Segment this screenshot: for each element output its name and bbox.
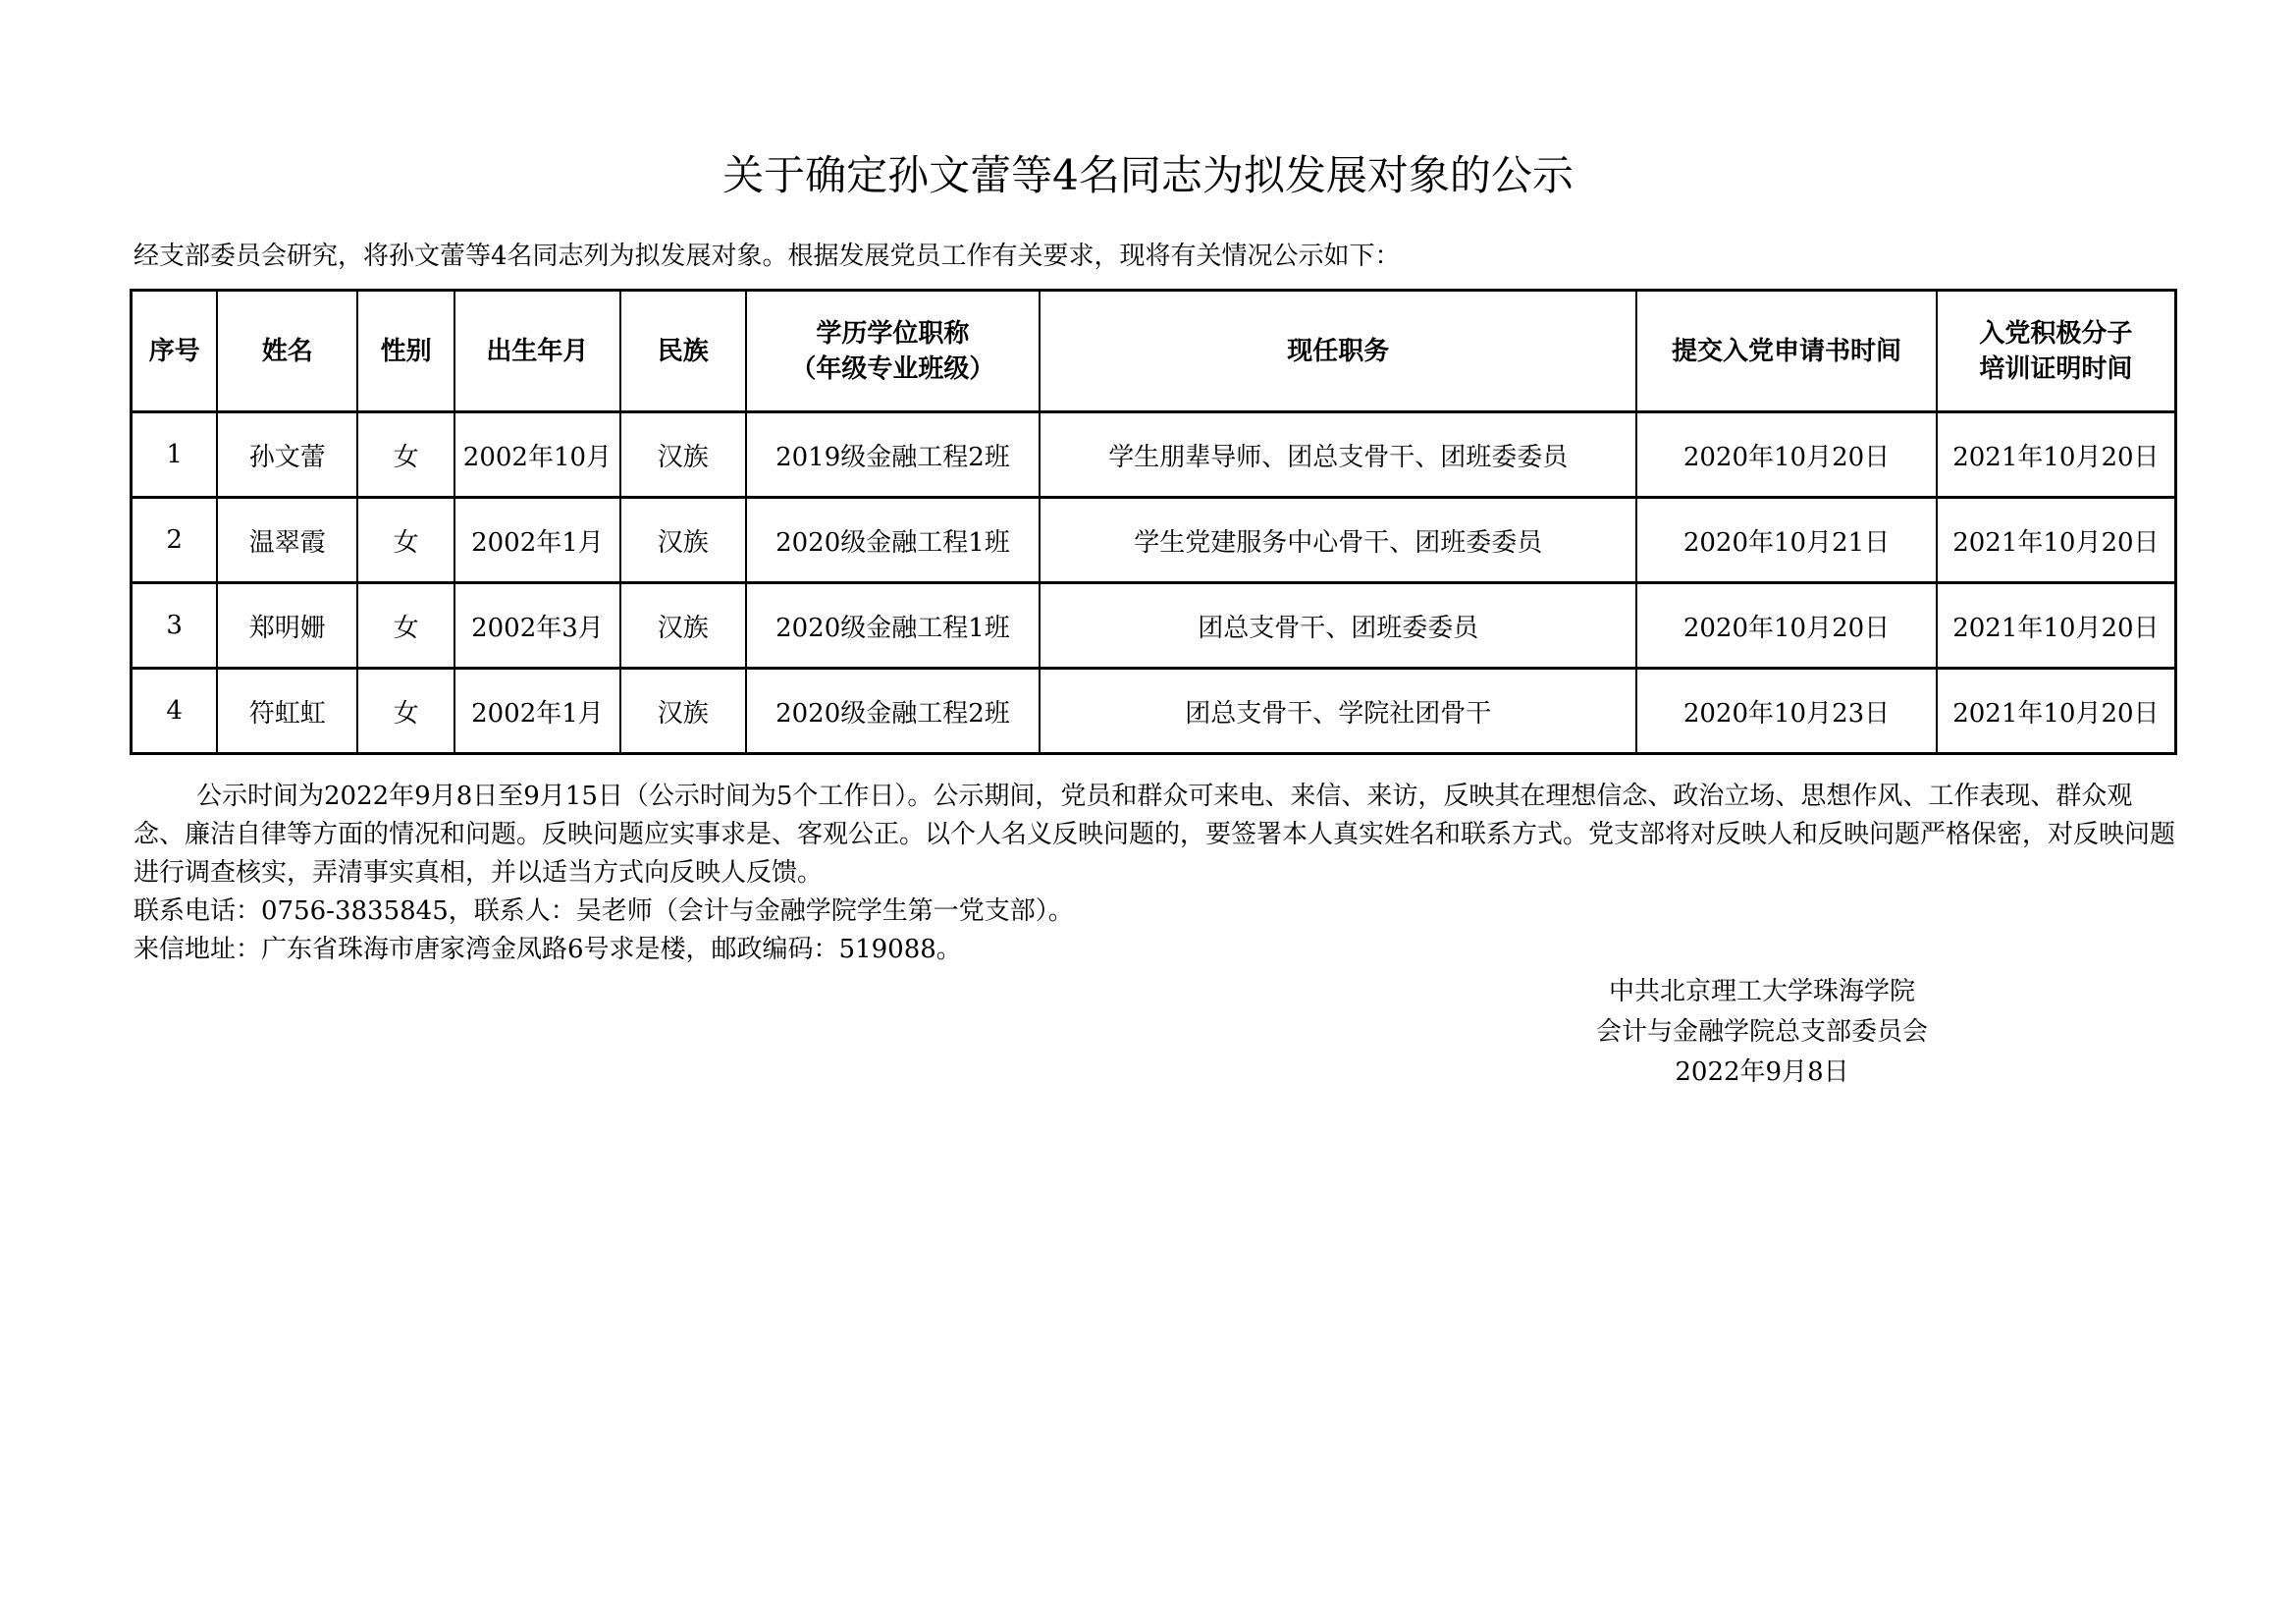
cell-application-date: 2020年10月23日 bbox=[1636, 669, 1937, 754]
cell-name: 孙文蕾 bbox=[217, 412, 357, 498]
cell-index: 2 bbox=[132, 498, 218, 583]
cell-application-date: 2020年10月20日 bbox=[1636, 583, 1937, 669]
signature-date: 2022年9月8日 bbox=[1675, 1057, 1849, 1087]
header-gender: 性别 bbox=[357, 291, 454, 412]
signature-block bbox=[1531, 972, 1993, 1093]
cell-index: 1 bbox=[132, 412, 218, 498]
header-application-date: 提交入党申请书时间 bbox=[1636, 291, 1937, 412]
cell-name: 符虹虹 bbox=[217, 669, 357, 754]
address-text: 来信地址：广东省珠海市唐家湾金凤路6号求是楼，邮政编码：519088。 bbox=[133, 935, 962, 964]
cell-ethnicity: 汉族 bbox=[620, 498, 746, 583]
table-header-row bbox=[132, 291, 2176, 412]
cell-training-date: 2021年10月20日 bbox=[1937, 498, 2176, 583]
cell-ethnicity: 汉族 bbox=[620, 412, 746, 498]
header-training-date bbox=[1937, 291, 2176, 412]
header-index: 序号 bbox=[132, 291, 218, 412]
cell-ethnicity: 汉族 bbox=[620, 669, 746, 754]
cell-gender: 女 bbox=[357, 412, 454, 498]
cell-index: 4 bbox=[132, 669, 218, 754]
cell-birth: 2002年1月 bbox=[454, 498, 620, 583]
cell-name: 温翠霞 bbox=[217, 498, 357, 583]
cell-training-date: 2021年10月20日 bbox=[1937, 583, 2176, 669]
cell-ethnicity: 汉族 bbox=[620, 583, 746, 669]
cell-training-date: 2021年10月20日 bbox=[1937, 412, 2176, 498]
cell-education: 2020级金融工程1班 bbox=[746, 498, 1041, 583]
cell-index: 3 bbox=[132, 583, 218, 669]
notice-text: 公示时间为2022年9月8日至9月15日（公示时间为5个工作日）。公示期间，党员和群众可来电、来信、来访，反映其在理想信念、政治立场、思想作风、工作表现、群众观念、廉洁自律等方面的情况和问题。反映问题应实事求是、客观公正。以个人名义反映问题的，要签署本人真实姓名和联系方式。党支部将对反映人和反映问题严格保密，对反映问题进行调查核实，弄清事实真相，并以适当方式向反映人反馈。 bbox=[133, 782, 2176, 888]
signature-org1: 中共北京理工大学珠海学院 bbox=[1608, 977, 1915, 1006]
header-ethnicity: 民族 bbox=[620, 291, 746, 412]
table-row bbox=[132, 498, 2176, 583]
signature-org2: 会计与金融学院总支部委员会 bbox=[1595, 1017, 1928, 1047]
cell-application-date: 2020年10月21日 bbox=[1636, 498, 1937, 583]
intro-text: 经支部委员会研究，将孙文蕾等4名同志列为拟发展对象。根据发展党员工作有关要求，现将有关情况公示如下： bbox=[133, 242, 1401, 271]
cell-position: 学生朋辈导师、团总支骨干、团班委委员 bbox=[1040, 412, 1636, 498]
cell-training-date: 2021年10月20日 bbox=[1937, 669, 2176, 754]
header-education-line1: 学历学位职称 bbox=[816, 318, 970, 349]
cell-gender: 女 bbox=[357, 583, 454, 669]
cell-birth: 2002年1月 bbox=[454, 669, 620, 754]
cell-gender: 女 bbox=[357, 669, 454, 754]
header-training-line2: 培训证明时间 bbox=[1979, 353, 2133, 384]
cell-name: 郑明姗 bbox=[217, 583, 357, 669]
cell-education: 2019级金融工程2班 bbox=[746, 412, 1041, 498]
cell-gender: 女 bbox=[357, 498, 454, 583]
cell-position: 学生党建服务中心骨干、团班委委员 bbox=[1040, 498, 1636, 583]
table-row bbox=[132, 412, 2176, 498]
header-position: 现任职务 bbox=[1040, 291, 1636, 412]
document-title: 关于确定孙文蕾等4名同志为拟发展对象的公示 bbox=[722, 151, 1574, 199]
cell-birth: 2002年3月 bbox=[454, 583, 620, 669]
header-training-line1: 入党积极分子 bbox=[1979, 318, 2133, 349]
cell-education: 2020级金融工程1班 bbox=[746, 583, 1041, 669]
cell-education: 2020级金融工程2班 bbox=[746, 669, 1041, 754]
header-education-line2: （年级专业班级） bbox=[790, 353, 995, 384]
table-row bbox=[132, 669, 2176, 754]
cell-birth: 2002年10月 bbox=[454, 412, 620, 498]
cell-position: 团总支骨干、团班委委员 bbox=[1040, 583, 1636, 669]
header-name: 姓名 bbox=[217, 291, 357, 412]
candidates-table bbox=[130, 289, 2177, 755]
table-row bbox=[132, 583, 2176, 669]
notice-section bbox=[133, 778, 2175, 969]
header-birth: 出生年月 bbox=[454, 291, 620, 412]
contact-text: 联系电话：0756-3835845，联系人：吴老师（会计与金融学院学生第一党支部）。 bbox=[133, 896, 1074, 926]
cell-position: 团总支骨干、学院社团骨干 bbox=[1040, 669, 1636, 754]
cell-application-date: 2020年10月20日 bbox=[1636, 412, 1937, 498]
header-education bbox=[746, 291, 1041, 412]
